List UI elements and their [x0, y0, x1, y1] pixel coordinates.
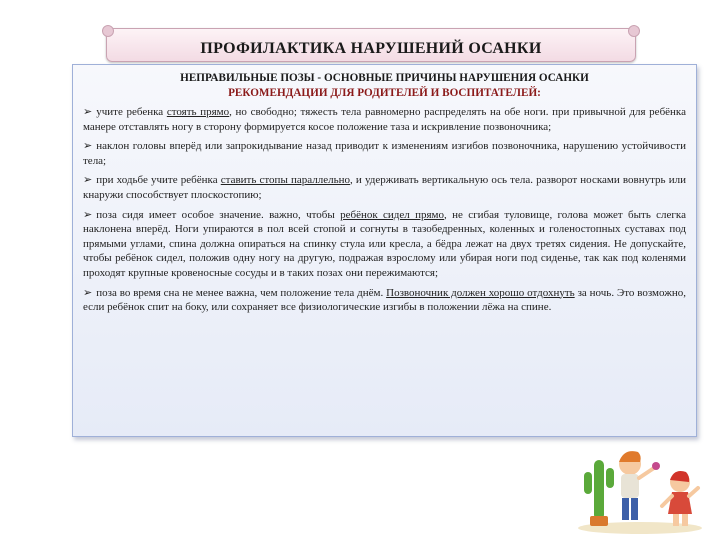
content-card	[72, 64, 697, 437]
text-run: за ночь. Это возможно, если ребёнок спит на боку, или сохраняет все физиологические изгибы в положении лёжа на спине.	[83, 286, 686, 314]
text-run: наклон головы вперёд или запрокидывание назад приводит к изменениям изгибов позвоночника, нарушению устойчивости тела;	[83, 140, 686, 167]
subheading-recommendations: РЕКОМЕНДАЦИИ ДЛЯ РОДИТЕЛЕЙ И ВОСПИТАТЕЛЕЙ:	[228, 87, 541, 99]
arrow-bullet-icon: ➢	[83, 140, 93, 153]
list-item	[83, 286, 686, 315]
text-run: поза сидя имеет особое значение. важно, чтобы	[96, 208, 341, 221]
title-banner	[106, 28, 636, 62]
subheading-causes: НЕПРАВИЛЬНЫЕ ПОЗЫ - ОСНОВНЫЕ ПРИЧИНЫ НАРУШЕНИЯ ОСАНКИ	[180, 72, 589, 84]
list-item	[83, 208, 686, 281]
underlined-phrase: ребёнок сидел прямо	[340, 208, 445, 221]
list-item-text	[83, 173, 686, 202]
list-item-text	[83, 139, 686, 168]
underlined-phrase: ставить стопы параллельно	[220, 174, 350, 187]
list-item	[83, 173, 686, 202]
text-run: учите ребенка	[96, 106, 167, 118]
list-item-text	[83, 286, 686, 315]
list-item-text	[83, 105, 686, 134]
underlined-phrase: Позвоночник должен хорошо отдохнуть	[386, 286, 575, 299]
list-item	[83, 139, 686, 168]
list-item	[83, 105, 686, 134]
arrow-bullet-icon: ➢	[83, 208, 93, 221]
text-run: , и удерживать вертикальную ось тела. разворот носками вовнутрь или кнаружи способствует плоскостопию;	[83, 174, 686, 201]
arrow-bullet-icon: ➢	[83, 286, 93, 299]
arrow-bullet-icon: ➢	[83, 174, 93, 187]
children-clipart-icon	[568, 440, 708, 536]
text-run: , но свободно; тяжесть тела равномерно распределять на обе ноги. при привычной для ребёнка манере отставлять ногу в сторону формируется косое положение таза и искривление позвоночника;	[83, 106, 686, 133]
text-run: поза во время сна не менее важна, чем положение тела днём.	[96, 286, 387, 299]
text-run: при ходьбе учите ребёнка	[96, 174, 221, 187]
page-title: ПРОФИЛАКТИКА НАРУШЕНИЙ ОСАНКИ	[200, 40, 542, 57]
list-item-text	[83, 208, 686, 281]
text-run: , не сгибая туловище, голова может быть слегка наклонена вперёд. Ноги упираются в пол всей стопой и согнуты в тазобедренных, коленных и голеностопных суставах под прямыми углами, спина должна опираться на спинку стула или кресла, а бёдра лежат на двух третях сидения. Не допускайте, чтобы ребёнок сидел, положив одну ногу на другую, подражая взрослому или убирая ноги под сиденье, так как под коленями проходят крупные кровеносные сосуды и в таких позах они пережимаются;	[83, 208, 686, 279]
arrow-bullet-icon: ➢	[83, 106, 93, 118]
underlined-phrase: стоять прямо	[166, 106, 230, 118]
